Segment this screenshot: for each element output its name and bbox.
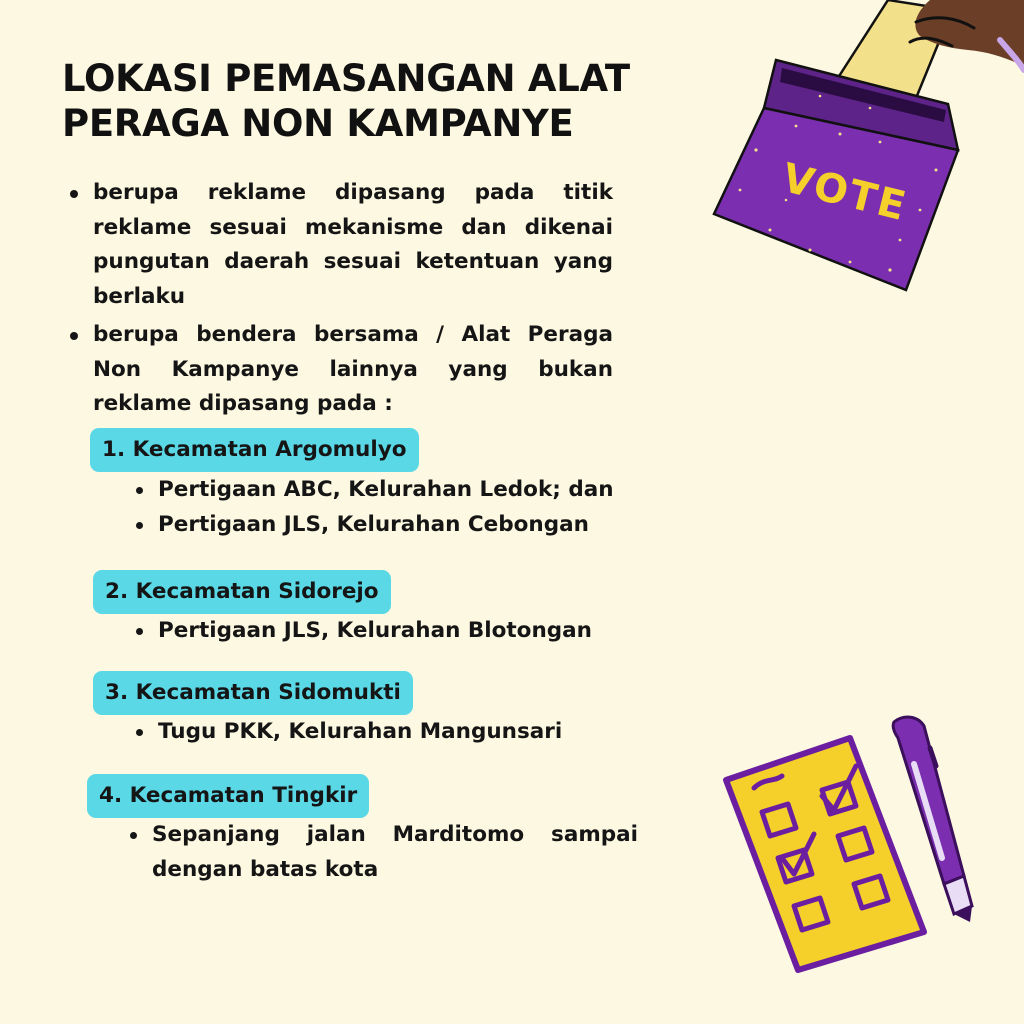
main-point-reklame: berupa reklame dipasang pada titik reklame sesuai mekanisme dan dikenai pungutan daerah sesuai ketentuan yang berlaku	[93, 176, 613, 314]
checklist-icon	[718, 708, 988, 978]
ballot-box-label: VOTE	[777, 155, 912, 231]
kecamatan-tingkir-list	[152, 818, 638, 887]
page-title	[62, 56, 662, 146]
main-point-list	[93, 176, 613, 426]
kecamatan-argomulyo-label: 1. Kecamatan Argomulyo	[90, 428, 419, 472]
kecamatan-sidorejo-label: 2. Kecamatan Sidorejo	[93, 570, 391, 614]
ballot-box-icon	[700, 0, 1024, 300]
title-line-2: PERAGA NON KAMPANYE	[62, 102, 574, 145]
main-point-bendera: berupa bendera bersama / Alat Peraga Non Kampanye lainnya yang bukan reklame dipasang pada :	[93, 318, 613, 422]
kecamatan-argomulyo-list	[158, 473, 614, 542]
kecamatan-sidorejo-list	[158, 614, 592, 649]
kecamatan-sidomukti-list	[158, 715, 562, 750]
kecamatan-sidomukti-label: 3. Kecamatan Sidomukti	[93, 671, 413, 715]
checklist-paper-icon	[726, 738, 924, 970]
list-item: Pertigaan JLS, Kelurahan Cebongan	[158, 508, 614, 543]
list-item: Sepanjang jalan Marditomo sampai dengan batas kota	[152, 818, 638, 887]
title-line-1: LOKASI PEMASANGAN ALAT	[62, 57, 630, 100]
list-item: Pertigaan ABC, Kelurahan Ledok; dan	[158, 473, 614, 508]
list-item: Tugu PKK, Kelurahan Mangunsari	[158, 715, 562, 750]
list-item: Pertigaan JLS, Kelurahan Blotongan	[158, 614, 592, 649]
kecamatan-tingkir-label: 4. Kecamatan Tingkir	[87, 774, 369, 818]
